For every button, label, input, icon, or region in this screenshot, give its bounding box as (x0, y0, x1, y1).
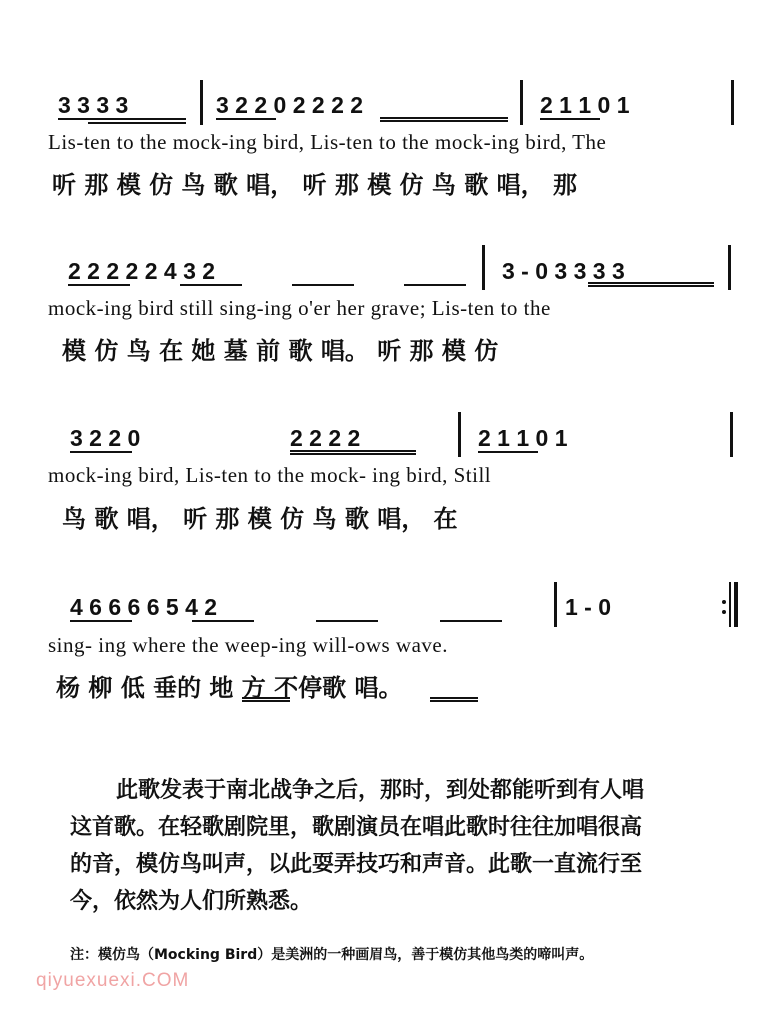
notes-measure-1: 4 6 6 6 6 5 4 2 (70, 594, 218, 620)
notes-measure-3: 2 1 1 0 1 (540, 92, 630, 118)
lyrics-chinese: 杨 柳 低 垂的 地 方 不停歌 唱。 (56, 674, 403, 702)
beam-underline (316, 620, 378, 622)
repeat-dot (722, 600, 726, 604)
slur-underline (242, 697, 290, 702)
bar-line (554, 582, 557, 627)
commentary-line-3: 的音，模仿鸟叫声，以此耍弄技巧和声音。此歌一直流行至 (70, 852, 643, 877)
beam-underline (216, 118, 276, 120)
beam-underline (192, 620, 254, 622)
beam-underline-double (88, 122, 186, 124)
beam-underline (440, 620, 502, 622)
notes-measure-2: 3 - 0 3 3 3 3 (502, 258, 625, 284)
beam-underline (180, 284, 242, 286)
bar-line (520, 80, 523, 125)
bar-line (200, 80, 203, 125)
repeat-bar-thick (734, 582, 738, 627)
lyrics-english: mock-ing bird, Lis-ten to the mock- ing bird, Still (48, 463, 492, 487)
beam-underline-double (380, 117, 508, 122)
footnote: 注：模仿鸟（Mocking Bird）是美洲的一种画眉鸟，善于模仿其他鸟类的啼叫声。 (70, 947, 594, 963)
beam-underline (478, 451, 538, 453)
bar-line (482, 245, 485, 290)
bar-line (728, 245, 731, 290)
bar-line (731, 80, 734, 125)
lyrics-chinese: 模 仿 鸟 在 她 墓 前 歌 唱。 听 那 模 仿 (62, 337, 499, 365)
slur-underline (430, 697, 478, 702)
beam-underline (404, 284, 466, 286)
commentary-line-1: 此歌发表于南北战争之后，那时，到处都能听到有人唱 (116, 778, 645, 803)
repeat-bar-thin (729, 582, 731, 627)
notes-measure-2: 1 - 0 (565, 594, 612, 620)
notes-measure-1: 3 3 3 3 (58, 92, 129, 118)
notes-measure-2: 3 2 2 0 2 2 2 2 (216, 92, 364, 118)
bar-line (458, 412, 461, 457)
beam-underline (68, 284, 130, 286)
commentary-line-2: 这首歌。在轻歌剧院里，歌剧演员在唱此歌时往往加唱很高 (70, 815, 643, 840)
notes-measure-3: 2 1 1 0 1 (478, 425, 568, 451)
beam-underline (540, 118, 600, 120)
bar-line (730, 412, 733, 457)
lyrics-english: sing- ing where the weep-ing will-ows wave. (48, 633, 448, 657)
beam-underline (70, 451, 132, 453)
commentary-line-4: 今，依然为人们所熟悉。 (70, 889, 313, 914)
lyrics-english: mock-ing bird still sing-ing o'er her grave; Lis-ten to the (48, 296, 551, 320)
beam-underline (58, 118, 186, 120)
repeat-dot (722, 610, 726, 614)
lyrics-chinese: 听 那 模 仿 鸟 歌 唱， 听 那 模 仿 鸟 歌 唱， 那 (52, 171, 577, 199)
notes-measure-2: 2 2 2 2 (290, 425, 361, 451)
lyrics-chinese: 鸟 歌 唱， 听 那 模 仿 鸟 歌 唱， 在 (62, 505, 458, 533)
beam-underline-double (588, 282, 714, 287)
beam-underline-double (290, 450, 416, 455)
notes-measure-1: 2 2 2 2 2 4 3 2 (68, 258, 216, 284)
watermark-logo: qiyuexuexi.COM (36, 970, 190, 991)
lyrics-english: Lis-ten to the mock-ing bird, Lis-ten to the mock-ing bird, The (48, 130, 607, 154)
beam-underline (292, 284, 354, 286)
notes-measure-1: 3 2 2 0 (70, 425, 141, 451)
beam-underline (70, 620, 132, 622)
